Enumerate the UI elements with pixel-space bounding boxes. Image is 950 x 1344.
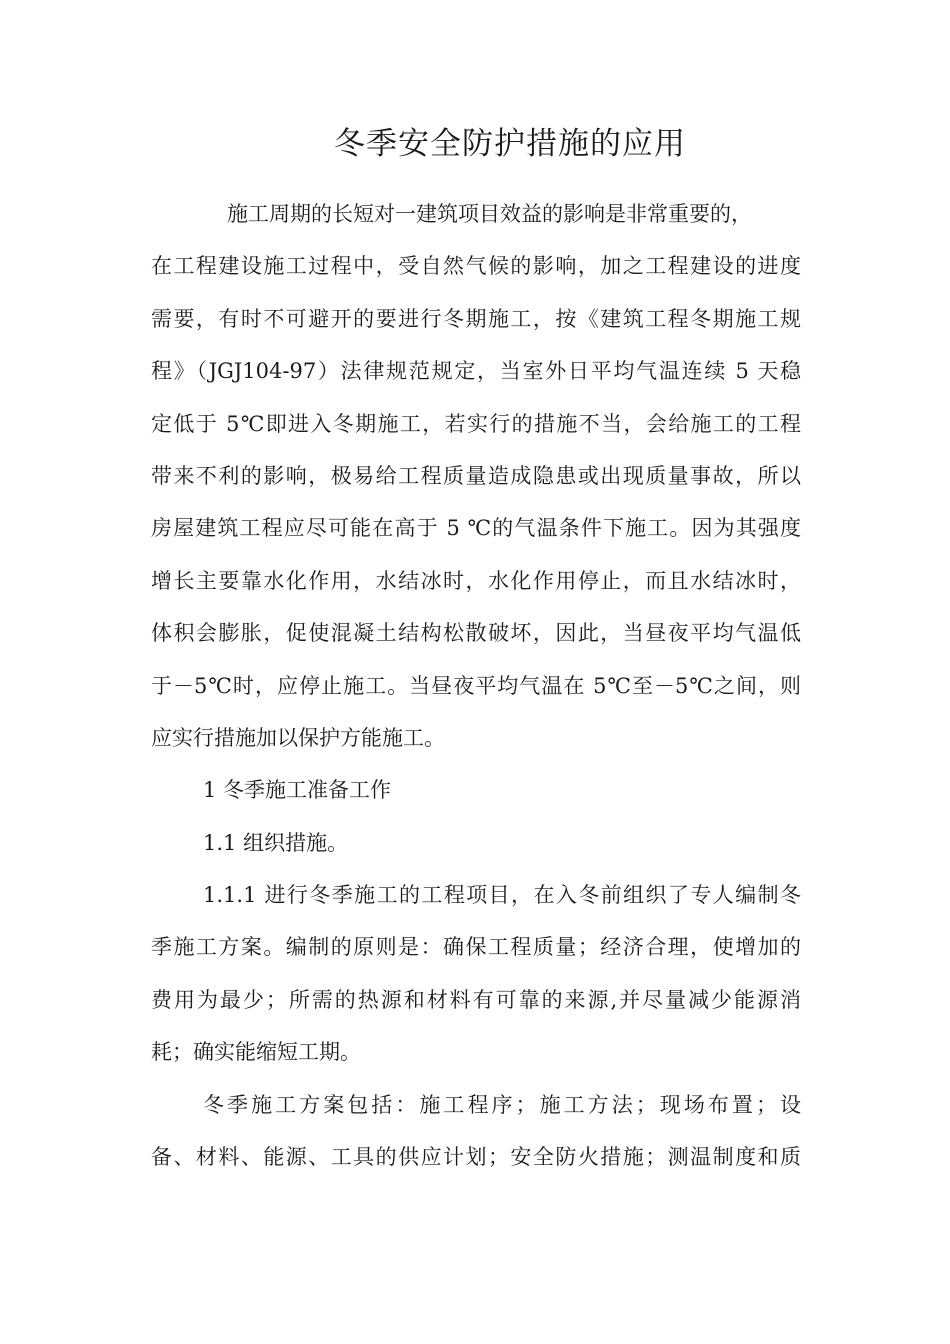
paragraph-line: 耗；确实能缩短工期。 <box>151 1040 361 1065</box>
paragraph-line: 施工周期的长短对一建筑项目效益的影响是非常重要的， <box>227 202 752 226</box>
paragraph-line: 备、材料、能源、工具的供应计划；安全防火措施；测温制度和质 <box>151 1145 801 1170</box>
paragraph-line: 带来不利的影响，极易给工程质量造成隐患或出现质量事故，所以 <box>151 463 801 488</box>
paragraph-line: 定低于 5℃即进入冬期施工，若实行的措施不当，会给施工的工程 <box>151 411 801 436</box>
paragraph-line: 需要，有时不可避开的要进行冬期施工，按《建筑工程冬期施工规 <box>151 306 801 331</box>
paragraph-line: 1.1.1 进行冬季施工的工程项目，在入冬前组织了专人编制冬 <box>203 883 801 908</box>
paragraph-line: 于－5℃时，应停止施工。当昼夜平均气温在 5℃至－5℃之间，则 <box>151 673 801 698</box>
paragraph-line: 在工程建设施工过程中，受自然气候的影响，加之工程建设的进度 <box>151 254 801 279</box>
paragraph-line: 体积会膨胀，促使混凝土结构松散破坏，因此，当昼夜平均气温低 <box>151 621 801 646</box>
paragraph-line: 费用为最少；所需的热源和材料有可靠的来源,并尽量减少能源消 <box>151 987 801 1012</box>
paragraph-line: 房屋建筑工程应尽可能在高于 5 ℃的气温条件下施工。因为其强度 <box>151 516 801 541</box>
document-body <box>151 188 801 1183</box>
paragraph-line: 季施工方案。编制的原则是：确保工程质量；经济合理，使增加的 <box>151 935 801 960</box>
document-title: 冬季安全防护措施的应用 <box>334 126 686 162</box>
paragraph-line: 程》（JGJ104-97）法律规范规定，当室外日平均气温连续 5 天稳 <box>151 359 801 384</box>
paragraph-line: 增长主要靠水化作用，水结冰时，水化作用停止，而且水结冰时， <box>151 568 801 593</box>
paragraph-line: 应实行措施加以保护方能施工。 <box>151 725 445 750</box>
paragraph-line: 冬季施工方案包括：施工程序；施工方法；现场布置；设 <box>203 1092 801 1117</box>
subsection-heading: 1.1 组织措施。 <box>203 830 349 855</box>
section-heading: 1 冬季施工准备工作 <box>203 778 392 803</box>
